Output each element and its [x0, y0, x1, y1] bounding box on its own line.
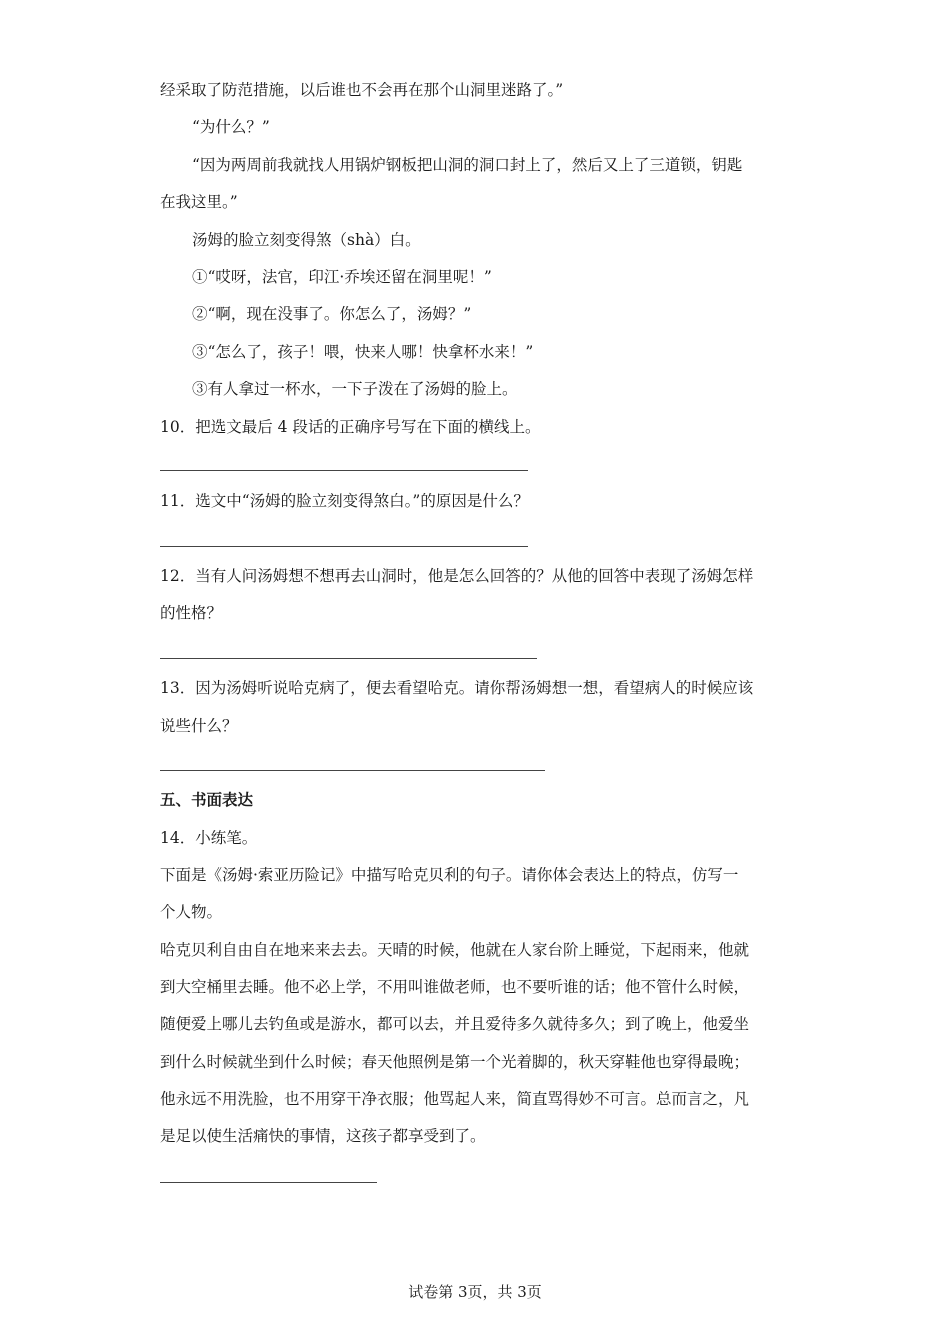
passage-line-4: 在我这里。”: [160, 193, 238, 211]
answer-line-13[interactable]: [160, 770, 545, 771]
answer-line-12[interactable]: [160, 658, 537, 659]
answer-line-11[interactable]: [160, 546, 528, 547]
passage-line-3: “因为两周前我就找人用锅炉钢板把山洞的洞口封上了，然后又上了三道锁，钥匙: [192, 156, 743, 174]
question-10: 10．把选文最后 4 段话的正确序号写在下面的横线上。: [160, 418, 541, 436]
question-12-line-2: 的性格？: [160, 604, 223, 622]
section-5-heading: 五、书面表达: [160, 790, 254, 809]
passage-line-5: 汤姆的脸立刻变得煞（shà）白。: [192, 231, 421, 249]
question-14-prompt-line-2: 个人物。: [160, 903, 223, 921]
excerpt-line-4: 到什么时候就坐到什么时候；春天他照例是第一个光着脚的，秋天穿鞋他也穿得最晚；: [160, 1053, 750, 1071]
excerpt-line-1: 哈克贝利自由自在地来来去去。天晴的时候，他就在人家台阶上睡觉，下起雨来，他就: [160, 941, 750, 959]
question-11: 11．选文中“汤姆的脸立刻变得煞白。”的原因是什么？: [160, 492, 529, 510]
question-14-title: 14．小练笔。: [160, 829, 258, 847]
question-12-line-1: 12．当有人问汤姆想不想再去山洞时，他是怎么回答的？从他的回答中表现了汤姆怎样: [160, 567, 754, 585]
passage-line-2: “为什么？”: [192, 118, 270, 136]
excerpt-line-2: 到大空桶里去睡。他不必上学，不用叫谁做老师，也不要听谁的话；他不管什么时候，: [160, 978, 750, 996]
passage-option-4: ③有人拿过一杯水，一下子泼在了汤姆的脸上。: [192, 380, 518, 398]
excerpt-line-5: 他永远不用洗脸，也不用穿干净衣服；他骂起人来，简直骂得妙不可言。总而言之，凡: [160, 1090, 750, 1108]
question-13-line-2: 说些什么？: [160, 717, 238, 735]
passage-line-1: 经采取了防范措施，以后谁也不会再在那个山洞里迷路了。”: [160, 81, 564, 99]
answer-line-10[interactable]: [160, 470, 528, 471]
passage-option-2: ②“啊，现在没事了。你怎么了，汤姆？”: [192, 305, 472, 323]
question-14-prompt-line-1: 下面是《汤姆·索亚历险记》中描写哈克贝利的句子。请你体会表达上的特点，仿写一: [160, 866, 739, 884]
excerpt-line-3: 随便爱上哪儿去钓鱼或是游水，都可以去，并且爱待多久就待多久；到了晚上，他爱坐: [160, 1015, 750, 1033]
passage-option-3: ③“怎么了，孩子！喂，快来人哪！快拿杯水来！”: [192, 343, 534, 361]
page-footer: 试卷第 3页，共 3页: [408, 1283, 542, 1301]
passage-option-1: ①“哎呀，法官，印江·乔埃还留在洞里呢！”: [192, 268, 492, 286]
question-13-line-1: 13．因为汤姆听说哈克病了，便去看望哈克。请你帮汤姆想一想，看望病人的时候应该: [160, 679, 754, 697]
excerpt-line-6: 是足以使生活痛快的事情，这孩子都享受到了。: [160, 1127, 486, 1145]
answer-line-14[interactable]: [160, 1182, 377, 1183]
